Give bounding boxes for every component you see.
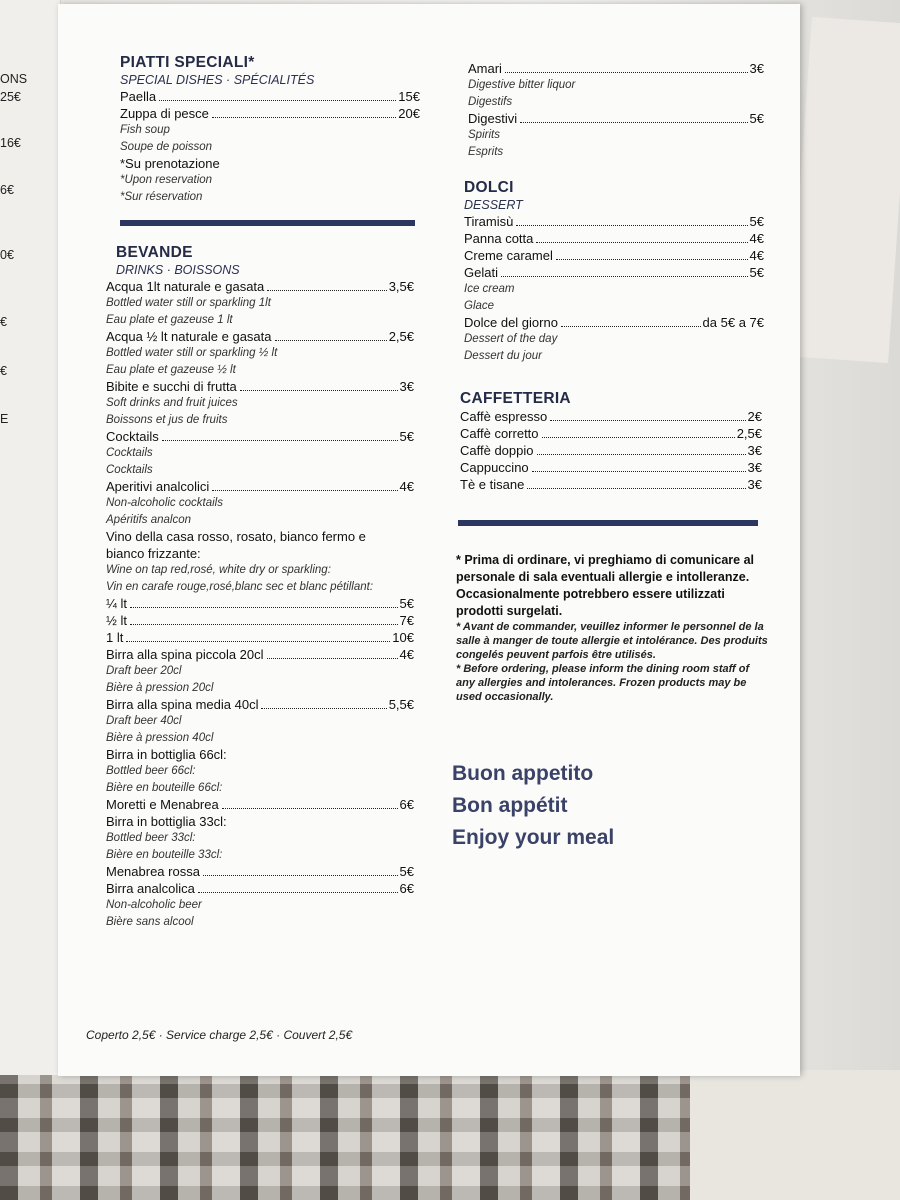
item-name: Tè e tisane — [460, 477, 525, 492]
menu-item — [464, 264, 764, 281]
item-name: Tiramisù — [464, 214, 514, 229]
item-note: Cocktails — [106, 463, 153, 476]
item-note: Bottled water still or sparkling ½ lt — [106, 347, 278, 359]
dot-leader — [505, 72, 748, 73]
left-page-fragment: 6€ — [0, 183, 14, 197]
menu-item — [464, 247, 764, 264]
item-price: da 5€ a 7€ — [702, 315, 764, 330]
dot-leader — [267, 658, 398, 659]
item-price: 4€ — [749, 231, 764, 246]
item-price: 3€ — [747, 477, 762, 492]
menu-item — [460, 459, 762, 476]
item-note: Dessert du jour — [464, 349, 542, 362]
item-price: 2€ — [747, 409, 762, 424]
menu-item — [460, 408, 762, 425]
menu-item — [106, 328, 414, 345]
item-note: Digestifs — [468, 95, 513, 108]
allergy-note-italian: * Prima di ordinare, vi preghiamo di comunicare al personale di sala eventuali allergie e intolleranze. Occasionalmente potrebbero essere utilizzati prodotti surgelati. — [456, 553, 755, 618]
menu-item — [106, 863, 414, 880]
allergy-notice — [456, 552, 768, 704]
item-price: 7€ — [399, 613, 414, 628]
item-name: Cocktails — [106, 429, 159, 444]
dot-leader — [198, 892, 398, 893]
item-price: 3€ — [749, 61, 764, 76]
left-page-fragment: 25€ — [0, 90, 21, 104]
item-name: Caffè espresso — [460, 409, 548, 424]
dot-leader — [556, 259, 748, 260]
item-note: Bière à pression 40cl — [106, 731, 214, 744]
item-name: Moretti e Menabrea — [106, 797, 219, 812]
item-name: Birra alla spina media 40cl — [106, 697, 259, 712]
section-title: DOLCI — [464, 179, 514, 196]
menu-item — [106, 696, 414, 713]
menu-page — [58, 4, 800, 1076]
left-page-fragment: E — [0, 412, 9, 426]
item-name: Birra alla spina piccola 20cl — [106, 647, 264, 662]
item-note: Apéritifs analcon — [106, 513, 192, 526]
item-price: 20€ — [398, 106, 420, 121]
item-note: Bottled beer 66cl: — [106, 765, 196, 777]
item-name: Digestivi — [468, 111, 518, 126]
amari-section — [468, 60, 764, 160]
item-note: Bière en bouteille 33cl: — [106, 848, 223, 861]
item-note: Eau plate et gazeuse 1 lt — [106, 313, 233, 326]
item-name: Caffè corretto — [460, 426, 539, 441]
item-name: Bibite e succhi di frutta — [106, 379, 237, 394]
item-price: 3,5€ — [388, 279, 414, 294]
wine-size-item — [106, 612, 414, 629]
section-subtitle: SPECIAL DISHES · SPÉCIALITÉS — [120, 73, 315, 87]
dot-leader — [532, 471, 746, 472]
item-name: Panna cotta — [464, 231, 534, 246]
item-note: Soft drinks and fruit juices — [106, 397, 238, 409]
item-price: 3€ — [399, 379, 414, 394]
dot-leader — [212, 490, 397, 491]
menu-item — [106, 428, 414, 445]
item-note: Boissons et jus de fruits — [106, 413, 228, 426]
dot-leader — [261, 708, 386, 709]
item-name: Zuppa di pesce — [120, 106, 209, 121]
dot-leader — [222, 808, 398, 809]
item-note: Cocktails — [106, 447, 153, 459]
item-price: 5€ — [749, 265, 764, 280]
dot-leader — [501, 276, 748, 277]
item-note: Soupe de poisson — [120, 140, 213, 153]
item-note: Non-alcoholic cocktails — [106, 497, 223, 509]
item-note: Bière à pression 20cl — [106, 681, 214, 694]
item-price: 5€ — [749, 111, 764, 126]
section-subtitle: DRINKS · BOISSONS — [116, 263, 240, 277]
closing-greetings — [452, 758, 752, 854]
item-note: Fish soup — [120, 124, 170, 136]
menu-item — [106, 646, 414, 663]
dolci-section — [464, 179, 764, 364]
menu-item — [120, 105, 420, 122]
dot-leader — [240, 390, 398, 391]
item-note: Digestive bitter liquor — [468, 79, 576, 91]
item-price: 5€ — [399, 429, 414, 444]
item-note: *Sur réservation — [120, 190, 203, 203]
item-price: 5€ — [749, 214, 764, 229]
dot-leader — [130, 624, 398, 625]
dot-leader — [130, 607, 398, 608]
item-name: Acqua 1lt naturale e gasata — [106, 279, 265, 294]
item-name: Paella — [120, 89, 157, 104]
dot-leader — [126, 641, 390, 642]
item-note: Eau plate et gazeuse ½ lt — [106, 363, 236, 376]
dot-leader — [561, 326, 701, 327]
left-page-fragment: € — [0, 315, 7, 329]
allergy-note-french: * Avant de commander, veuillez informer le personnel de la salle à manger de toute allergie et intolérance. Des produits congelés peuvent parfois être utilisés. — [456, 621, 768, 661]
item-price: 15€ — [398, 89, 420, 104]
item-note: Bière sans alcool — [106, 915, 194, 928]
menu-item — [106, 478, 414, 495]
item-price: 10€ — [392, 630, 414, 645]
menu-item — [106, 880, 414, 897]
bottle-beer-title: Birra in bottiglia 66cl: — [106, 747, 227, 762]
caffetteria-section — [460, 390, 762, 493]
wine-size-item — [106, 629, 414, 646]
item-name: ¼ lt — [106, 596, 127, 611]
item-price: 3€ — [747, 460, 762, 475]
item-note: *Upon reservation — [120, 174, 213, 186]
menu-item — [106, 796, 414, 813]
dot-leader — [550, 420, 745, 421]
item-note: Non-alcoholic beer — [106, 899, 202, 911]
drinks-section — [106, 244, 414, 930]
item-note: Vin en carafe rouge,rosé,blanc sec et blanc pétillant: — [106, 580, 374, 593]
item-note: Ice cream — [464, 283, 515, 295]
item-note: Bière en bouteille 66cl: — [106, 781, 223, 794]
item-price: 3€ — [747, 443, 762, 458]
item-name: Cappuccino — [460, 460, 529, 475]
section-divider — [458, 520, 758, 526]
left-menu-page — [0, 0, 61, 1075]
dot-leader — [159, 100, 396, 101]
item-note: Wine on tap red,rosé, white dry or sparkling: — [106, 564, 331, 576]
menu-item — [464, 230, 764, 247]
wine-size-item — [106, 595, 414, 612]
dot-leader — [527, 488, 745, 489]
item-price: 2,5€ — [736, 426, 762, 441]
item-name: ½ lt — [106, 613, 127, 628]
dot-leader — [203, 875, 398, 876]
item-note: Spirits — [468, 129, 500, 141]
item-name: Creme caramel — [464, 248, 553, 263]
item-name: Caffè doppio — [460, 443, 534, 458]
section-subtitle: DESSERT — [464, 198, 523, 212]
item-name: Menabrea rossa — [106, 864, 200, 879]
dot-leader — [542, 437, 735, 438]
dot-leader — [267, 290, 386, 291]
item-note: Draft beer 20cl — [106, 665, 182, 677]
bottle-beer-title: Birra in bottiglia 33cl: — [106, 814, 227, 829]
item-note: Dessert of the day — [464, 333, 558, 345]
left-page-fragment: 0€ — [0, 248, 14, 262]
item-price: 2,5€ — [388, 329, 414, 344]
menu-item — [468, 60, 764, 77]
dot-leader — [520, 122, 747, 123]
item-name: Birra analcolica — [106, 881, 195, 896]
dot-leader — [516, 225, 747, 226]
specials-section — [120, 54, 420, 205]
item-price: 4€ — [399, 479, 414, 494]
floor-corner — [690, 1070, 900, 1200]
item-note: Draft beer 40cl — [106, 715, 182, 727]
dot-leader — [537, 454, 746, 455]
dot-leader — [275, 340, 387, 341]
menu-item — [460, 442, 762, 459]
item-price: 5€ — [399, 596, 414, 611]
section-divider — [120, 220, 415, 226]
item-price: 4€ — [749, 248, 764, 263]
item-note: Bottled beer 33cl: — [106, 832, 196, 844]
left-page-fragment: 16€ — [0, 136, 21, 150]
item-price: 6€ — [399, 881, 414, 896]
item-note: Esprits — [468, 145, 504, 158]
item-price: 6€ — [399, 797, 414, 812]
menu-item — [468, 110, 764, 127]
item-price: 5€ — [399, 864, 414, 879]
left-page-fragment: ONS — [0, 72, 28, 86]
closing-line: Buon appetito — [452, 762, 594, 785]
item-note: Bottled water still or sparkling 1lt — [106, 297, 271, 309]
menu-item — [464, 213, 764, 230]
item-name: Gelati — [464, 265, 498, 280]
item-name: Amari — [468, 61, 502, 76]
item-name: 1 lt — [106, 630, 124, 645]
dot-leader — [212, 117, 396, 118]
menu-item — [106, 378, 414, 395]
menu-item — [460, 425, 762, 442]
section-title: BEVANDE — [116, 244, 193, 261]
section-title: PIATTI SPECIALI* — [120, 54, 255, 71]
item-name: Aperitivi analcolici — [106, 479, 210, 494]
item-price: 4€ — [399, 647, 414, 662]
wine-title: Vino della casa rosso, rosato, bianco fermo e bianco frizzante: — [106, 529, 366, 561]
left-page-fragment: € — [0, 364, 7, 378]
allergy-note-english: * Before ordering, please inform the dining room staff of any allergies and intolerances. Frozen products may be used occasionally. — [456, 663, 750, 703]
menu-item — [460, 476, 762, 493]
item-note: Glace — [464, 299, 495, 312]
section-title: CAFFETTERIA — [460, 390, 571, 407]
menu-item — [120, 88, 420, 105]
item-price: 5,5€ — [388, 697, 414, 712]
cover-charge-footer: Coperto 2,5€ · Service charge 2,5€ · Couvert 2,5€ — [86, 1028, 353, 1042]
menu-item — [464, 314, 764, 331]
closing-line: Bon appétit — [452, 794, 568, 817]
item-name: Acqua ½ lt naturale e gasata — [106, 329, 272, 344]
menu-item — [106, 278, 414, 295]
dot-leader — [536, 242, 747, 243]
item-name: Dolce del giorno — [464, 315, 558, 330]
reservation-note: *Su prenotazione — [120, 156, 220, 171]
closing-line: Enjoy your meal — [452, 826, 615, 849]
dot-leader — [162, 440, 398, 441]
